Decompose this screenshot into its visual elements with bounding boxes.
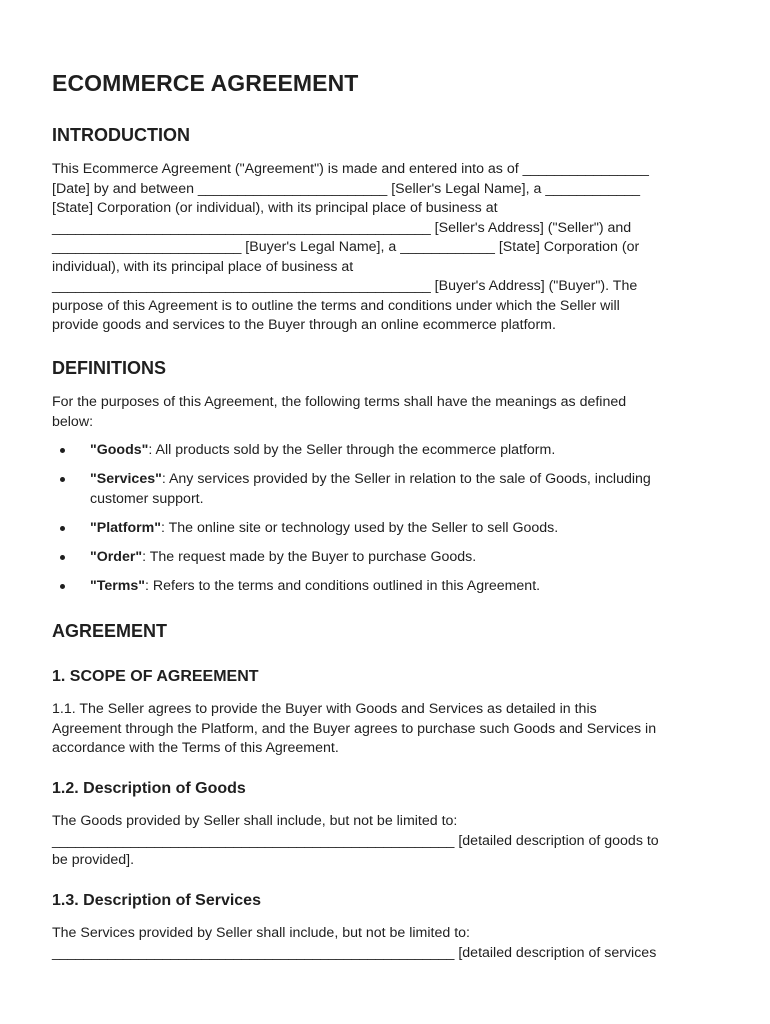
bullet-icon	[60, 448, 65, 453]
services-line: ___________________________________________________ [detailed description of services	[52, 944, 657, 961]
scope-line: 1.1. The Seller agrees to provide the Buyer with Goods and Services as detailed in this	[52, 701, 597, 717]
definitions-intro	[52, 393, 717, 432]
introduction-line: ________________________________________________ [Buyer's Address] ("Buyer"). The	[52, 278, 638, 294]
goods-line: The Goods provided by Seller shall include, but not be limited to:	[52, 813, 458, 829]
bullet-icon	[60, 477, 65, 482]
bullet-icon	[60, 584, 65, 589]
definition-item-order	[52, 548, 717, 568]
introduction-line: ________________________ [Buyer's Legal Name], a ____________ [State] Corporation (or	[52, 239, 640, 255]
definition-item-platform	[52, 519, 717, 539]
definition-text: : Any services provided by the Seller in relation to the sale of Goods, including	[161, 471, 651, 487]
scope-line: accordance with the Terms of this Agreement.	[52, 740, 339, 756]
introduction-line: purpose of this Agreement is to outline the terms and conditions under which the Seller will	[52, 297, 620, 314]
bullet-icon	[60, 555, 65, 560]
goods-line: ___________________________________________________ [detailed description of goods to	[52, 832, 659, 849]
definition-text: : Refers to the terms and conditions outlined in this Agreement.	[144, 577, 541, 594]
definitions-list	[52, 441, 717, 606]
goods-heading: 1.2. Description of Goods	[52, 780, 246, 797]
services-paragraph	[52, 924, 717, 963]
bullet-icon	[60, 526, 65, 531]
definition-text: : All products sold by the Seller through the ecommerce platform.	[148, 442, 556, 458]
scope-line: Agreement through the Platform, and the Buyer agrees to purchase such Goods and Services in	[52, 720, 657, 737]
definitions-heading: DEFINITIONS	[52, 358, 167, 378]
definition-text: : The online site or technology used by the Seller to sell Goods.	[161, 519, 559, 536]
definition-item-services	[52, 470, 717, 509]
introduction-line: [Date] by and between ________________________ [Seller's Legal Name], a ____________	[52, 180, 641, 197]
introduction-paragraph	[52, 160, 717, 336]
introduction-line: individual), with its principal place of business at	[52, 258, 354, 275]
definition-item-goods	[52, 441, 717, 461]
introduction-line: This Ecommerce Agreement ("Agreement") is made and entered into as of ________________	[52, 161, 649, 177]
introduction-heading: INTRODUCTION	[52, 125, 190, 145]
definition-term: "Terms"	[90, 577, 145, 594]
definition-term: "Services"	[90, 471, 162, 487]
definition-item-terms	[52, 577, 717, 597]
introduction-line: [State] Corporation (or individual), with its principal place of business at	[52, 200, 498, 216]
definition-term: "Platform"	[90, 519, 161, 536]
definition-text: : The request made by the Buyer to purchase Goods.	[142, 548, 477, 565]
scope-heading: 1. SCOPE OF AGREEMENT	[52, 668, 259, 685]
services-heading: 1.3. Description of Services	[52, 892, 261, 909]
services-line: The Services provided by Seller shall include, but not be limited to:	[52, 925, 470, 941]
definitions-intro-line: below:	[52, 413, 94, 430]
introduction-line: ________________________________________________ [Seller's Address] ("Seller") and	[52, 219, 632, 236]
definitions-intro-line: For the purposes of this Agreement, the following terms shall have the meanings as defined	[52, 394, 627, 410]
agreement-heading: AGREEMENT	[52, 621, 168, 641]
goods-paragraph	[52, 812, 717, 871]
definition-term: "Goods"	[90, 442, 149, 458]
definition-text: customer support.	[90, 490, 204, 507]
goods-line: be provided].	[52, 852, 135, 868]
definition-term: "Order"	[90, 548, 143, 565]
introduction-line: provide goods and services to the Buyer through an online ecommerce platform.	[52, 317, 556, 333]
document-title: ECOMMERCE AGREEMENT	[52, 70, 359, 96]
scope-paragraph	[52, 700, 717, 759]
